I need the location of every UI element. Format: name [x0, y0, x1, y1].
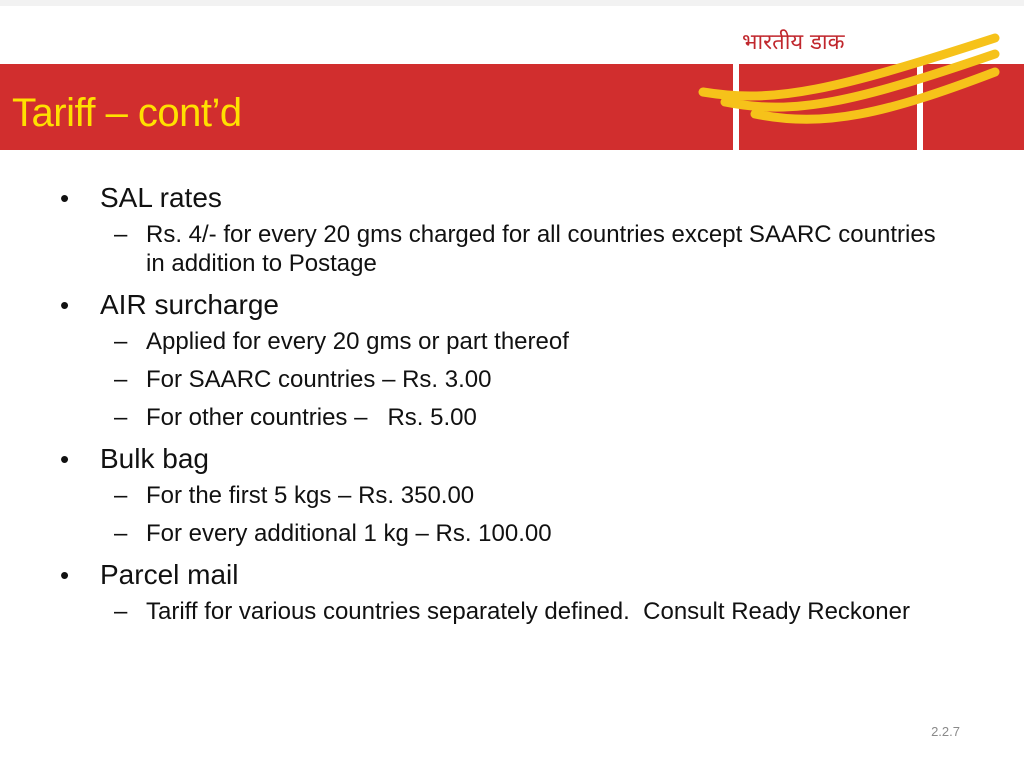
sub-item — [100, 481, 946, 510]
bullet-dot-icon: • — [60, 560, 70, 590]
sub-item — [100, 365, 946, 394]
page-number: 2.2.7 — [931, 724, 960, 739]
bullet-parcel-mail — [60, 557, 960, 626]
bullet-dot-icon: • — [60, 444, 70, 474]
sub-list — [100, 327, 960, 432]
bullet-bulk-bag — [60, 441, 960, 548]
sub-item-text: For every additional 1 kg – Rs. 100.00 — [146, 520, 552, 547]
dash-icon: – — [114, 482, 128, 509]
bullet-text: Parcel mail — [100, 559, 239, 590]
sub-item-text: Tariff for various countries separately defined. Consult Ready Reckoner — [146, 598, 910, 625]
sub-item-text: Applied for every 20 gms or part thereof — [146, 328, 569, 355]
bullet-air-surcharge — [60, 287, 960, 432]
sub-item-text: Rs. 4/- for every 20 gms charged for all countries except SAARC countries in addition to Postage — [146, 221, 936, 277]
sub-item-text: For the first 5 kgs – Rs. 350.00 — [146, 482, 475, 509]
dash-icon: – — [114, 328, 128, 355]
sub-item — [100, 403, 946, 432]
dash-icon: – — [114, 221, 128, 248]
bullet-text: SAL rates — [100, 182, 222, 213]
dash-icon: – — [114, 366, 128, 393]
dash-icon: – — [114, 404, 128, 431]
sub-item — [100, 597, 946, 626]
bullet-text: AIR surcharge — [100, 289, 279, 320]
logo-text: भारतीय डाक — [742, 30, 845, 55]
sub-item-text: For SAARC countries – Rs. 3.00 — [146, 366, 492, 393]
dash-icon: – — [114, 520, 128, 547]
sub-list — [100, 220, 960, 278]
sub-item-text: For other countries – Rs. 5.00 — [146, 404, 477, 431]
bullet-list — [60, 180, 960, 635]
sub-list — [100, 597, 960, 626]
bullet-dot-icon: • — [60, 290, 70, 320]
top-rule — [0, 0, 1024, 6]
sub-item — [100, 327, 946, 356]
sub-item — [100, 220, 946, 278]
dash-icon: – — [114, 598, 128, 625]
sub-list — [100, 481, 960, 548]
bullet-text: Bulk bag — [100, 443, 209, 474]
sub-item — [100, 519, 946, 548]
bullet-dot-icon: • — [60, 183, 70, 213]
bullet-sal-rates — [60, 180, 960, 278]
slide-title: Tariff – cont’d — [12, 91, 242, 135]
